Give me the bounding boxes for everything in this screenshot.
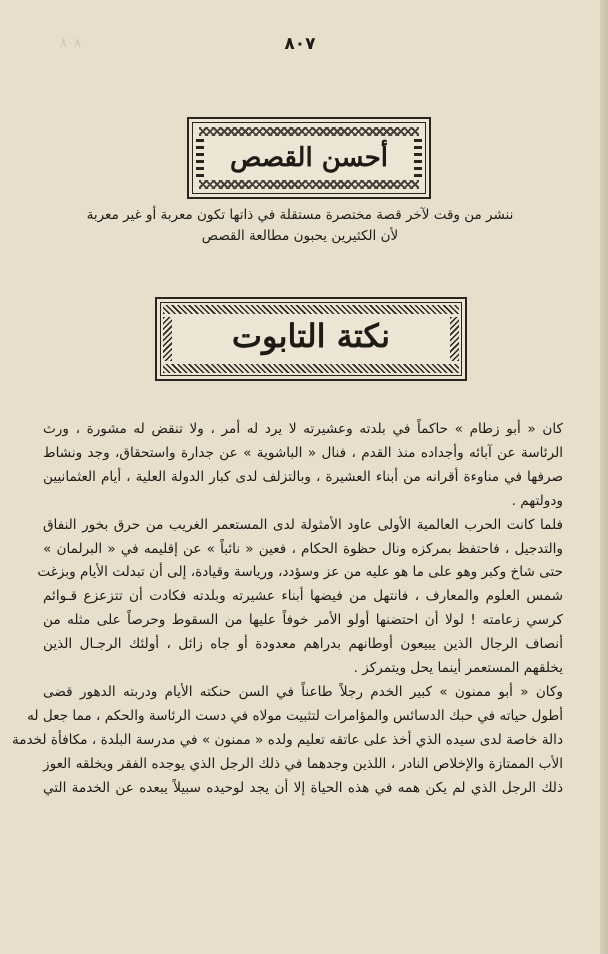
ornament-band — [163, 305, 459, 314]
text-line: أطول حياته في حبك الدسائس والمؤامرات لتثبيت مولاه في دست الرئاسة والحكم ، مما جعل له — [27, 707, 563, 724]
text-line: صرفها في مناوءة أقرانه من أبناء العشيرة ، وبالتزلف لدى كبار الدولة العلية ، أيام العثمانيين — [43, 468, 563, 485]
text-line: الأب الممتازة والإخلاص النادر ، اللذين وجدهما في ذلك الرجل الذي يوجده الفقر ويخلقه العوز — [43, 755, 563, 772]
text-line: كان « أبو زطام » حاكماً في بلدته وعشيرته لا يرد له أمر ، ولا تنقض له مشورة ، ورث — [43, 421, 563, 437]
bleed-through-page-number: ٨٠٨ — [60, 36, 81, 51]
text-line: شمس العلوم والمعارف ، فانتهل من فيضها أبناء عشيرته وبلدته فكادت أن تتزعزع قـوائم — [43, 588, 563, 605]
story-body — [11, 418, 563, 801]
text-line: كرسي زعامته ! لولا أن احتضنها أولو الأمر خوفاً عليها من السقوط وحرصاً على مثله من — [43, 612, 563, 629]
ornament-band — [199, 180, 419, 189]
text-line: دالة خاصة لدى سيده الذي أخذ على عاتقه تعليم ولده « ممنون » في مدرسة البلدة ، مكافأة لخدمة — [11, 731, 563, 748]
text-line: ذلك الرجل الذي لم يكن همه في هذه الحياة إلا أن يجد لوحيده سبيلاً يبعده عن الخدمة التي — [43, 779, 563, 796]
ornament-band — [199, 127, 419, 136]
text-line: يخلقهم المستعمر أينما يحل ويتمركز . — [353, 660, 563, 677]
text-line: والتدجيل ، فاحتفظ بمركزه ونال حظوة الحكام ، فعين « نائباً » عن إقليمه في « البرلمان » — [43, 540, 563, 557]
story-title: نكتة التابوت — [231, 317, 391, 355]
ornament-band — [163, 364, 459, 373]
section-title-frame — [187, 117, 431, 199]
page-edge — [600, 0, 608, 954]
text-line: فلما كانت الحرب العالمية الأولى عاود الأمثولة لدى المستعمر الغريب من حرق بخور النفاق — [43, 516, 563, 533]
text-line: أنصاف الرجال الذين يبيعون أوطانهم بدراهم معدودة أو جاه زائل ، أولئك الرجـال الذين — [43, 636, 563, 653]
story-title-frame — [155, 297, 467, 381]
text-line: الرئاسة عن آبائه وأجداده منذ القدم ، فنال « الباشوية » عن جدارة واستحقاق، وجد ونشاط — [43, 444, 563, 461]
text-line: حتى شاخ وكبر وهو على ما هو عليه من عز وسؤدد، ورياسة وقيادة، إلى أن تبدلت الأيام وبزغت — [37, 564, 563, 581]
text-line: وكان « أبو ممنون » كبير الخدم رجلاً طاعناً في السن حنكته الأيام ودربته الدهور قضى — [43, 683, 563, 700]
page-number: ٨٠٧ — [284, 34, 316, 54]
text-line: ودولتهم . — [511, 492, 563, 509]
section-title: أحسن القصص — [229, 143, 389, 173]
section-subtitle: لأن الكثيرين يحبون مطالعة القصص — [201, 228, 399, 244]
section-subtitle: ننشر من وقت لآخر قصة مختصرة مستقلة في ذاتها تكون معربة أو غير معربة — [86, 207, 514, 223]
